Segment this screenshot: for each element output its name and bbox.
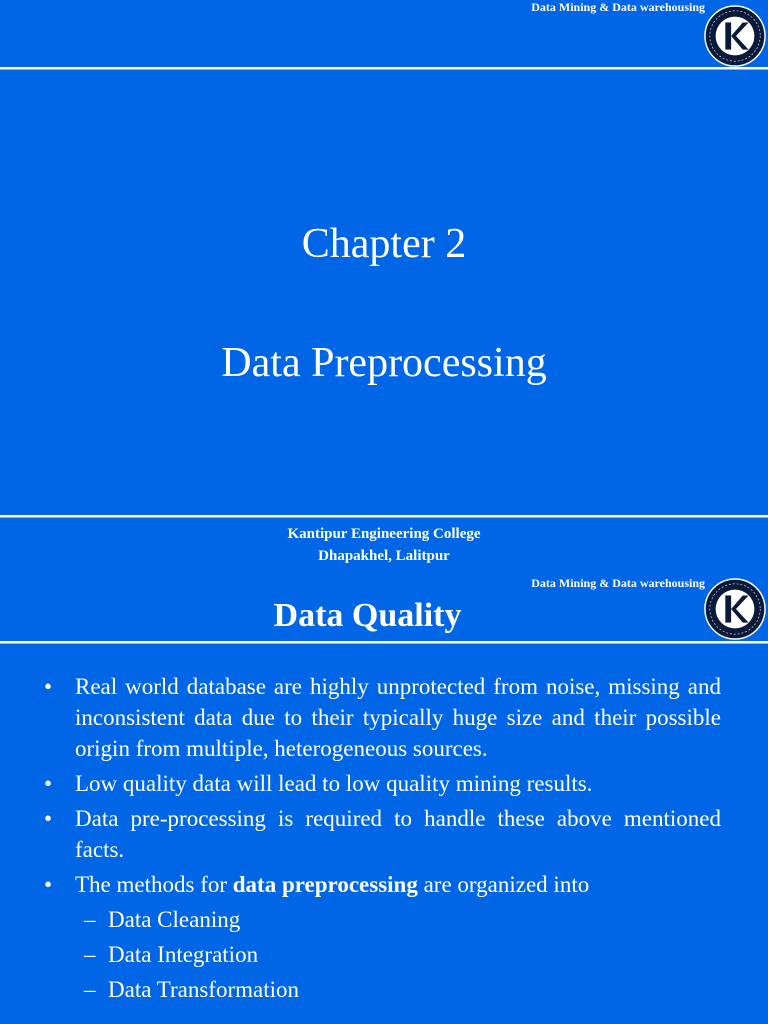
sub-item: [40, 904, 721, 935]
bullet-symbol: •: [44, 872, 53, 897]
sub-item: [40, 939, 721, 970]
header-divider: [0, 641, 768, 643]
sub-item-text: Data Integration: [108, 942, 259, 967]
bullet-symbol: •: [44, 674, 53, 699]
methods-prefix: The methods for: [75, 872, 233, 897]
methods-suffix: are organized into: [417, 872, 590, 897]
bullet-text: Real world database are highly unprotected from noise, missing and inconsistent data due to their typically huge size and their possible origin from multiple, heterogeneous sources.: [75, 674, 721, 761]
slide-content: [40, 671, 721, 1009]
bullet-text: Data pre-processing is required to handle these above mentioned facts.: [75, 806, 721, 862]
sub-item: [40, 974, 721, 1005]
dash-symbol: –: [84, 977, 96, 1002]
slide-title: Data Quality: [273, 597, 462, 634]
sub-item-text: Data Cleaning: [108, 907, 241, 932]
college-info: [0, 523, 768, 567]
bullet-symbol: •: [44, 771, 53, 796]
footer-divider: [0, 515, 768, 517]
college-logo-icon: [704, 5, 766, 67]
sub-item-text: Data Transformation: [108, 977, 300, 1002]
bullet-item: [40, 869, 721, 900]
bullet-text: Low quality data will lead to low quality mining results.: [75, 771, 593, 796]
bullet-symbol: •: [44, 806, 53, 831]
chapter-subject: Data Preprocessing: [221, 340, 547, 386]
header-divider: [0, 67, 768, 69]
header-subject-label: Data Mining & Data warehousing: [531, 578, 705, 590]
chapter-title: Chapter 2: [301, 221, 467, 267]
college-location: Dhapakhel, Lalitpur: [318, 548, 450, 564]
dash-symbol: –: [84, 942, 96, 967]
college-name: Kantipur Engineering College: [287, 526, 481, 542]
methods-emphasis: data preprocessing: [232, 872, 418, 897]
bullet-item: [40, 768, 721, 799]
bullet-item: [40, 803, 721, 865]
header-subject-label: Data Mining & Data warehousing: [531, 0, 705, 14]
bullet-item: [40, 671, 721, 764]
data-quality-slide: [0, 578, 768, 1024]
dash-symbol: –: [84, 907, 96, 932]
